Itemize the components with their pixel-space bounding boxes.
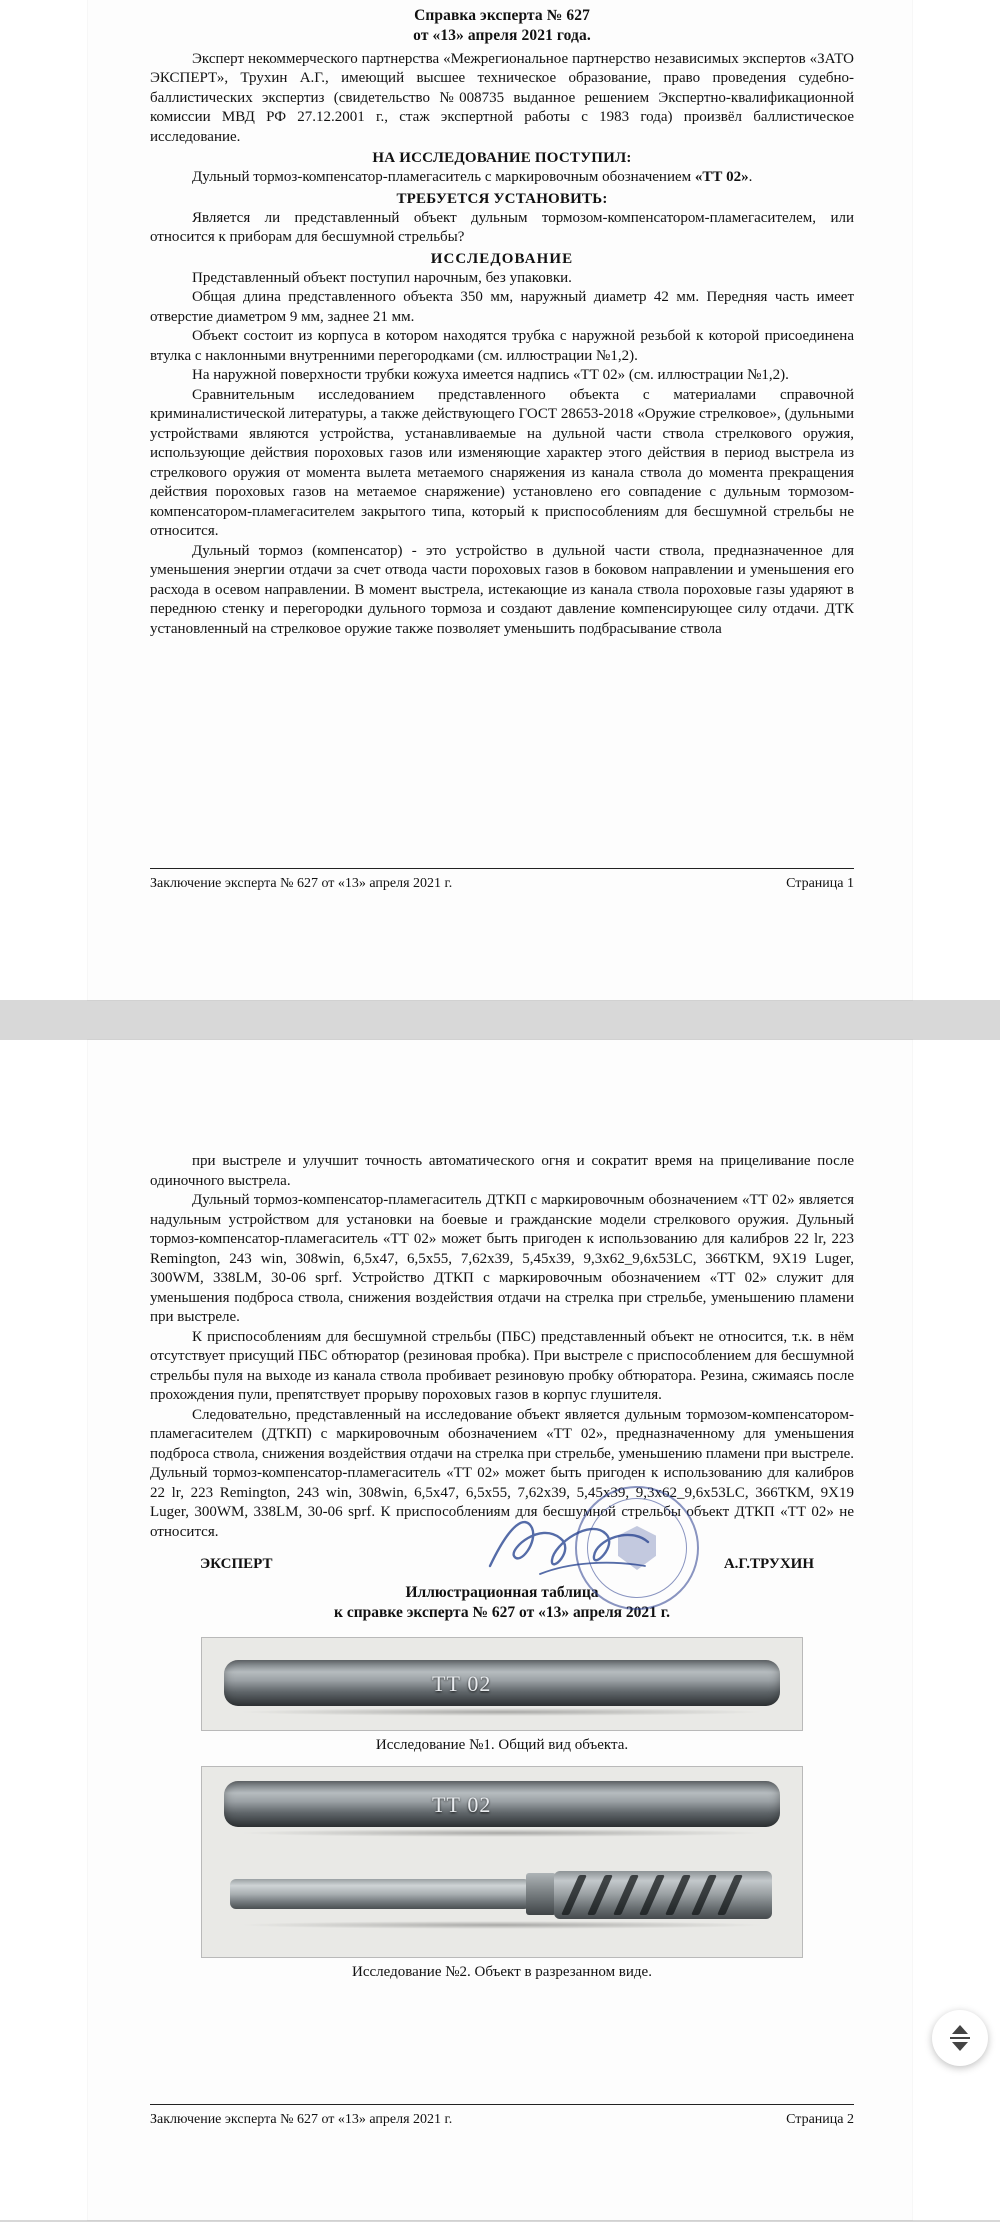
photo-1-caption: Исследование №1. Общий вид объекта. — [375, 1737, 629, 1754]
footer-page-number: Страница 2 — [786, 2112, 854, 2127]
intro-paragraph: Эксперт некоммерческого партнерства «Межрегиональное партнерство независимых экспертов «ЗАТО ЭКСПЕРТ», Трухин А.Г., имеющий высшее техническое образование, право проведения судебно-баллистических экспертиз (свидетельство №008735 выданное решением Экспертно-квалификационной комиссии МВД РФ 27.12.2001 г., стаж экспертной работы с 1983 года) произвёл баллистическое исследование. — [150, 50, 854, 145]
research-paragraph-4: На наружной поверхности трубки кожуха имеется надпись «ТТ 02» (см. иллюстрации №1,2). — [192, 367, 789, 384]
photo-2-lower-shadow — [238, 1921, 766, 1929]
received-text-before: Дульный тормоз-компенсатор-пламегаситель с маркировочным обозначением — [192, 169, 695, 186]
footer-left-text: Заключение эксперта № 627 от «13» апреля 2021 г. — [150, 2112, 453, 2127]
heading-received: НА ИССЛЕДОВАНИЕ ПОСТУПИЛ: — [372, 150, 632, 167]
received-text-after: . — [748, 169, 753, 186]
thread-collar-image — [526, 1873, 556, 1915]
illustration-photo-2 — [201, 1766, 803, 1958]
expert-label: ЭКСПЕРТ — [200, 1556, 273, 1572]
baffle-partition-image — [665, 1875, 691, 1915]
page-2-footer — [150, 2112, 854, 2128]
scroll-divider — [950, 2037, 970, 2039]
baffle-partition-image — [691, 1875, 717, 1915]
page-title-line-2: от «13» апреля 2021 года. — [413, 26, 591, 44]
photo-1-marking-label: ТТ 02 — [432, 1671, 492, 1697]
baffle-partition-image — [639, 1875, 665, 1915]
inner-threaded-tube-image — [230, 1879, 530, 1909]
page-title-line-1: Справка эксперта № 627 — [414, 7, 590, 24]
expert-signature-row — [150, 1556, 854, 1573]
page-2-footer-rule — [150, 2104, 854, 2105]
document-page-2 — [0, 1040, 1000, 2220]
research-paragraph-6: Дульный тормоз (компенсатор) - это устройство в дульной части ствола, предназначенное для уменьшения энергии отдачи за счет отвода части пороховых газов в боковом направлении и уменьшения его расхода в осевом направлении. В момент выстрела, истекающие из канала ствола пороховые газы ударяют в переднюю стенку и перегородки дульного тормоза и создают давление компенсирующее силу отдачи. ДТК установленный на стрелковое оружие также позволяет уменьшить подбрасывание ствола — [150, 542, 854, 637]
research-paragraph-2: Общая длина представленного объекта 350 мм, наружный диаметр 42 мм. Передняя часть имеет отверстие диаметром 9 мм, заднее 21 мм. — [150, 289, 854, 325]
arrow-up-icon[interactable] — [952, 2025, 968, 2034]
heading-research: ИССЛЕДОВАНИЕ — [430, 250, 574, 267]
illustration-title-line-1: Иллюстрационная таблица — [405, 1584, 599, 1601]
footer-left-text: Заключение эксперта № 627 от «13» апреля 2021 г. — [150, 876, 453, 891]
page2-paragraph-1: при выстреле и улучшит точность автоматического огня и сократит время на прицеливание после одиночного выстрела. — [150, 1153, 854, 1189]
photo-2-marking-label: ТТ 02 — [432, 1792, 492, 1818]
required-paragraph: Является ли представленный объект дульным тормозом-компенсатором-пламегасителем, или относится к приборам для бесшумной стрельбы? — [150, 209, 854, 246]
page-1-footer — [150, 876, 854, 892]
suppressor-body-image — [224, 1660, 780, 1706]
photo-2-upper-shadow — [238, 1829, 766, 1837]
baffle-partition-image — [717, 1875, 743, 1915]
page2-paragraph-3: К приспособлениям для бесшумной стрельбы (ПБС) представленный объект не относится, т.к. в нём отсутствует присущий ПБС обтюратор (резиновая пробка). При выстреле с приспособлением для бесшумной стрельбы пуля на выходе из канала ствола пробивает резиновую пробку обтюратора. Резина, сжимаясь после прохождения пули, препятствует прорыву пороховых газов в корпус глушителя. — [150, 1328, 854, 1403]
page2-paragraph-4: Следовательно, представленный на исследование объект является дульным тормозом-компенсатором-пламегасителем (ДТКП) с маркировочным обозначением «ТТ 02», предназначенному для уменьшения подброса ствола, снижения воздействия отдачи на стрелка при стрельбе, уменьшению пламени при выстреле. Дульный тормоз-компенсатор-пламегаситель «ТТ 02» может быть пригоден к использованию для калибров 22 lr, 223 Remington, 243 win, 308win, 6,5x47, 6,5x55, 7,62x39, 5,45x39, 9,3x62_9,6x53LC, 366ТКМ, 9X19 Luger, 300WM, 338LM, 30-06 sprf. К приспособлениям для бесшумной стрельбы объект ДТКП «ТТ 02» не относится. — [150, 1406, 854, 1540]
research-paragraph-1: Представленный объект поступил нарочным, без упаковки. — [192, 269, 572, 286]
illustration-photo-1 — [201, 1637, 803, 1731]
illustration-title-line-2: к справке эксперта № 627 от «13» апреля 2021 г. — [334, 1604, 670, 1622]
heading-required: ТРЕБУЕТСЯ УСТАНОВИТЬ: — [396, 190, 608, 207]
research-paragraph-5: Сравнительным исследованием представленного объекта с материалами справочной криминалистической литературы, а также действующего ГОСТ 28653-2018 «Оружие стрелковое», (дульными устройствами являются устройства, устанавливаемые на дульной части ствола стрелкового оружия, использующие действия пороховых газов или изменяющие характер этого действия в период выстрела из стрелкового оружия от момента вылета метаемого снаряжения из канала ствола до момента прекращения действия пороховых газов на метаемое снаряжение) установлено его совпадение с дульным тормозом-компенсатором-пламегасителем закрытого типа, который к приспособлениям для бесшумной стрельбы не относится. — [150, 386, 854, 540]
received-paragraph — [150, 168, 854, 188]
page-title — [150, 6, 854, 46]
research-paragraph-3: Объект состоит из корпуса в котором находятся трубка с наружной резьбой к которой присоединена втулка с наклонными внутренними перегородками (см. иллюстрации №1,2). — [150, 328, 854, 364]
suppressor-outer-tube-image — [224, 1781, 780, 1827]
arrow-down-icon[interactable] — [952, 2042, 968, 2051]
document-page-1 — [0, 0, 1000, 1000]
page2-paragraph-2: Дульный тормоз-компенсатор-пламегаситель ДТКП с маркировочным обозначением «ТТ 02» является надульным устройством для установки на боевые и гражданские модели стрелкового оружия. Дульный тормоз-компенсатор-пламегаситель «ТТ 02» может быть пригоден к использованию для калибров 22 lr, 223 Remington, 243 win, 308win, 6,5x47, 6,5x55, 7,62x39, 5,45x39, 9,3x62_9,6x53LC, 366ТКМ, 9X19 Luger, 300WM, 338LM, 30-06 sprf. Устройство ДТКП с маркировочным обозначением «ТТ 02» служит для уменьшения подброса ствола, снижения воздействия отдачи на стрелка при стрельбе, уменьшению пламени при выстреле. — [150, 1192, 854, 1325]
baffle-partition-image — [561, 1875, 587, 1915]
baffle-partition-image — [613, 1875, 639, 1915]
page-separator — [0, 1000, 1000, 1040]
baffle-sleeve-image — [554, 1871, 772, 1919]
photo-2-caption: Исследование №2. Объект в разрезанном виде. — [352, 1964, 652, 1981]
received-mark: «ТТ 02» — [694, 169, 749, 186]
page-1-footer-rule — [150, 868, 854, 869]
page-1-sheet — [88, 0, 912, 1000]
illustration-table-title — [150, 1583, 854, 1623]
scroll-control[interactable] — [932, 2010, 988, 2066]
page-2-sheet — [88, 1040, 912, 2220]
photo-1-shadow — [238, 1708, 766, 1716]
baffle-partition-image — [587, 1875, 613, 1915]
expert-name: А.Г.ТРУХИН — [723, 1556, 814, 1572]
footer-page-number: Страница 1 — [786, 876, 854, 891]
